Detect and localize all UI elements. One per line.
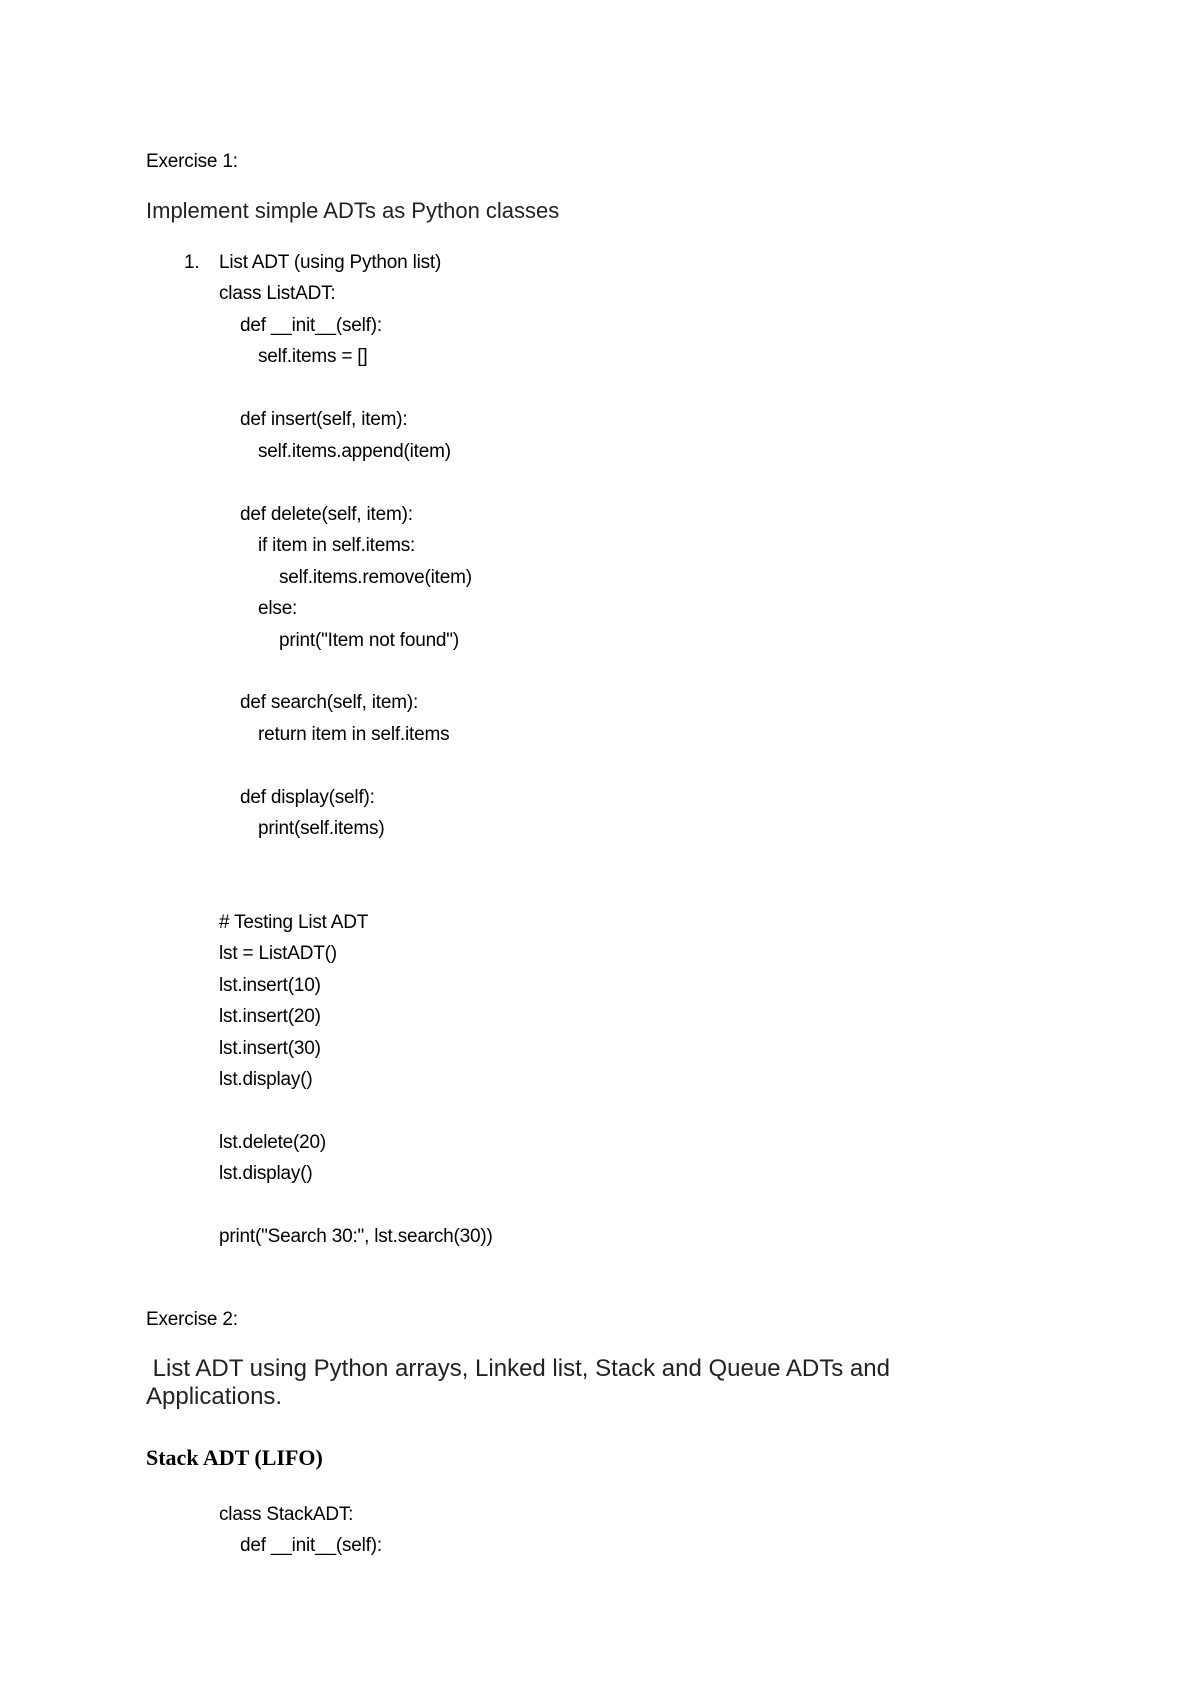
code-line: lst.insert(30) bbox=[219, 1038, 321, 1059]
exercise-1-subtitle: Implement simple ADTs as Python classes bbox=[146, 198, 560, 223]
code-line: def display(self): bbox=[240, 787, 375, 808]
exercise-2-heading: Exercise 2: bbox=[146, 1309, 238, 1330]
code-line: def search(self, item): bbox=[240, 692, 419, 713]
code-line: return item in self.items bbox=[258, 724, 450, 745]
code-line: def __init__(self): bbox=[240, 1535, 382, 1556]
code-line: if item in self.items: bbox=[258, 535, 416, 556]
list-item-title: List ADT (using Python list) bbox=[219, 252, 442, 273]
code-line: def delete(self, item): bbox=[240, 504, 413, 525]
code-line: self.items = [] bbox=[258, 346, 368, 367]
code-line: lst.display() bbox=[219, 1069, 313, 1090]
code-line: self.items.append(item) bbox=[258, 441, 451, 462]
code-line: lst.delete(20) bbox=[219, 1132, 327, 1153]
exercise-2-subtitle-line-1: List ADT using Python arrays, Linked list, Stack and Queue ADTs and bbox=[146, 1355, 890, 1382]
exercise-2-subtitle-line-2: Applications. bbox=[146, 1383, 283, 1410]
code-line: print("Search 30:", lst.search(30)) bbox=[219, 1226, 493, 1247]
code-line: print(self.items) bbox=[258, 818, 385, 839]
exercise-1-heading: Exercise 1: bbox=[146, 151, 238, 172]
code-line: lst.display() bbox=[219, 1163, 313, 1184]
code-line: # Testing List ADT bbox=[219, 912, 369, 933]
code-line: def insert(self, item): bbox=[240, 409, 408, 430]
list-marker: 1. bbox=[184, 252, 200, 273]
code-line: lst.insert(20) bbox=[219, 1006, 321, 1027]
code-line: print("Item not found") bbox=[279, 630, 459, 651]
code-line: class ListADT: bbox=[219, 283, 336, 304]
code-line: self.items.remove(item) bbox=[279, 567, 472, 588]
code-line: def __init__(self): bbox=[240, 315, 382, 336]
code-line: lst = ListADT() bbox=[219, 943, 337, 964]
stack-adt-section-title: Stack ADT (LIFO) bbox=[146, 1445, 323, 1470]
code-line: class StackADT: bbox=[219, 1504, 354, 1525]
code-line: lst.insert(10) bbox=[219, 975, 321, 996]
code-line: else: bbox=[258, 598, 298, 619]
